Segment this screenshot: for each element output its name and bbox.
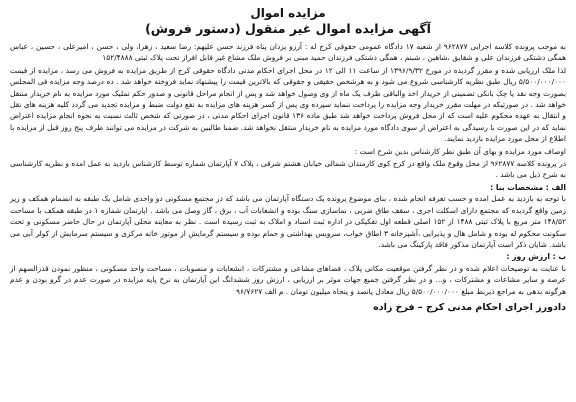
building-specs-paragraph: با توجه به بازدید به عمل امده و حسب تعرفه انجام شده ، بنای موضوع پرونده یک دستگاه آپارتمان می باشد که در مجتمع مسکونی دو واحدی شامل یک طبقه به انضمام همکف و زیر زمین واقع گردیده که مجتمع دارای اسکلت اجری ، سقف طاق ضربی ، نماسازی سنگ بوده و انشعابات آب ، برق ، گاز وصل می باشد . اپارتمان شماره ۱ در طبقه همکف با مساحت ۱۴۸/۵۲ متر مربع با پلاک ثبتی ۱۴۸۸ از ۱۵۲ اصلی قطعه اول تفکیکی در اداره ثبت اسناد و املاک به ثبت رسیده است . نظر به معاینه محلی آپارتمان در حال حاضر مسکونی و تحت سکونت محکوم له بوده و شامل هال و پذیرایی ،آشپزخانه ۳ اطاق خواب، سرویس بهداشتی و حمام بوده و سیستم گرمایش از موتور خانه مرکزی و سیستم سرمایش از کولر آبی می باشد. شایان ذکر است آپارتمان مذکور فاقد پارکینگ می باشد. [10,194,566,249]
section-label-building: الف : مشخصات بنا : [490,182,566,192]
signature-line: دادورز اجرای احکام مدنی کرج – فرخ زاده [373,301,566,313]
expert-visit-paragraph: در پرونده کلاسه ۹۶۲۸۷۷ از محل وقوع ملک واقع در کرج کوی کارمندان شمالی خیابان هشتم شرقی ، پلاک ۷ آپارتمان شماره توسط کارشناس بازدید به عمل امده و نظریه کارشناسی به شرح ذیل می باشد . [10,159,566,180]
auction-terms-paragraph: لذا ملک ارزیابی شده و مقرر گردیده در مورخ ۱۳۹۶/۹/۳۲ از ساعت ۱۱ الی ۱۲ در محل اجرای احکام مدنی دادگاه حقوقی کرج از طریق مزایده به فروش می رسد ، مزایده از قیمت ۵/۵۰۰/۰۰۰/۰۰۰ ریال طبق نظریه کارشناسی شروع می شود و به هرشخص حقیقی و حقوقی که بالاترین قیمت را پیشنهاد نماید فروخته خواهد شد . ده درصد وجه مزایده فی المجلس بصورت وجه نقد یا چک بانکی تضمینی از خریدار اخذ والباقی ظرف یک ماه از وی وصول خواهد شد و پس از انجام مراحل قانونی و صدور حکم تملیک مورد مزایده به نام خریدار منتقل خواهد شد . در صورتیکه در مهلت مقرر خریدار وجه مزایده را پرداخت ننماید سپرده وی پس از کسر هزینه های مزایده به نفع دولت ضبط و مزایده تجدید می گردد کلیه هزینه های نقل و انتقال به عهده محکوم علیه است که از محل فروش پرداخت خواهد شد طبق ماده ۱۳۶ قانون اجرای احکام مدنی ، در صورتی که شخص ثالث نسبت به نحوه انجام مزایده اعتراض نماید که در این صورت با رسیدگی به اعتراض از سوی دادگاه مورد مزایده به نام خریدار منتقل نخواهد شد. ضمنا طالبین به شرکت در مزایده می توانند ظرف پنج روز قبل از مزایده با اطلاع از محل مورد مزایده بازدید نمایند. [10,65,566,144]
case-paragraph: به موجب پرونده کلاسه اجرایی ۹۶۲۸۷۷ از شعبه ۱۷ دادگاه عمومی حقوقی کرج له : آرزو یزدان پناه فرزند حسن علیهم: رضا سعید ، زهرا، ولی ، حسن ، امیرعلی ، حسین ، عباس همگی دشتکی فرزندان علی و شقایق ،شاهین ، شبنم ، همگی دشتکی فرزندان حمید مبنی بر فروش ملک مشاع غیر قابل افراز تحت پلاک ثبتی ۱۵۲/۴۸۸۸ [10,42,566,63]
valuation-paragraph: با عنایت به توضیحات اعلام شده و در نظر گرفتن موقعیت مکانی پلاک ، فضاهای مشاعی و مشترکات ، انشعابات و منصوبات ، مساحت واحد مسکونی ، منظور نمودن قدرالسهم از عرصه و سایر مشاعات و مشترکات ، و... و در نظر گرفتن جمیع جهات موثر بر ارزیابی ، ارزش روز ششدانگ این آپارتمان به نرخ پایه مزایده در صورت عدم در گرو بودن و عدم هرگونه بدهی به مراجع ذیربط مبلغ ۵/۵۰۰/۰۰۰/۰۰۰ ریال معادل پانصد و پنجاه میلیون تومان . م الف ۹۶/۷۶۲۷ [10,263,566,296]
page-title: مزایده اموال [250,6,326,20]
page-subtitle: آگهی مزایده اموال غیر منقول (دستور فروش) [145,21,431,36]
description-intro-line: اوصاف مورد مزایده و بهای آن طبق نظر کارشناس بدین شرح است : [354,146,566,156]
section-label-value: ب : ارزش روز : [506,252,566,262]
